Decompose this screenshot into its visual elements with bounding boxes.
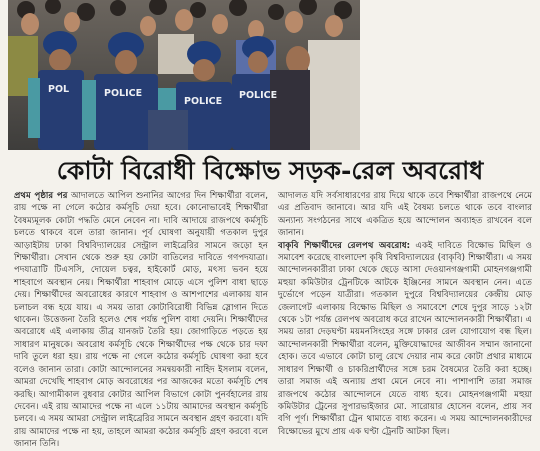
article-body: [14, 190, 533, 450]
vest-label-1: POL: [48, 84, 70, 95]
vest-label-3: POLICE: [184, 96, 223, 107]
column-1-text: আদালতে আপিল শুনানির আগের দিন শিক্ষার্থীরা বলেন, রায় পক্ষে না গেলে কঠোর কর্মসূচি দেয়া হবে। কোনোভাবেই শিক্ষার্থীরা বৈষম্যমূলক কোটা পদ্ধতি মেনে নেবেন না। দাবি আদায়ে রাজপথে কর্মসূচি চলতে থাকবে বলে তারা জানান। পূর্ব ঘোষণা অনুযায়ী গতকাল দুপুর আড়াইটায় ঢাকা বিশ্ববিদ্যালয়ের সেন্ট্রাল লাইব্রেরির সামনে জড়ো হন শিক্ষার্থীরা। সেখান থেকে শুরু হয় কোটা বাতিলের দাবিতে গণপদযাত্রা। পদযাত্রাটি টিএসসি, দোয়েল চত্বর, হাইকোর্ট মোড়, মৎস্য ভবন হয়ে শাহবাগে অবস্থান নেয়। শিক্ষার্থীরা শাহবাগ মোড়ে এসে পুলিশ বাধা ছাড়ে দেয়। শিক্ষার্থীদের অবরোধের কারণে শাহবাগ ও আশপাশের এলাকায় যান চলাচল বন্ধ হয়ে যায়। এ সময় তারা কোটাবিরোধী বিভিন্ন স্লোগান দিতে থাকেন। উত্তেজনা তৈরি হলেও শেষ পর্যন্ত পুলিশ বাধা দেয়নি। শিক্ষার্থীদের অবরোধে এই এলাকায় তীব্র যানজট তৈরি হয়। জোগাড়িতে পড়তে হয় সাধারণ মানুষকে। অবরোধ কর্মসূচি থেকে শিক্ষার্থীদের পক্ষ থেকে চার দফা দাবি তুলে ধরা হয়। রায় পক্ষে না গেলে কঠোর কর্মসূচি ঘোষণা করা হবে বলেও জানান তারা। কোটা আন্দোলনের সমন্বয়কারী নাহিদ ইসলাম বলেন, আমরা দেখেছি শাহবাগ মোড় অবরোধের পর আজকের মতো কর্মসূচি শেষ করছি। আগামীকাল বুধবার কোটার আপিল বিভাগে কোটা পুনর্বহালের রায় দেবেন। এই রায় আমাদের পক্ষে না এলে ১১টায় আমাদের অবস্থান কর্মসূচি চলবে। এ সময় আমরা সেন্ট্রাল লাইব্রেরির সামনে অবস্থান গ্রহণ করবো। যদি রায় আমাদের পক্ষে না হয়, তাহলে আমরা কঠোর কর্মসূচি গ্রহণ করবো বলে জানান তিনি।: [14, 191, 268, 450]
news-photo: [8, 0, 360, 150]
vest-label-2: POLICE: [104, 88, 143, 99]
article-headline: কোটা বিরোধী বিক্ষোভ সড়ক-রেল অবরোধ: [56, 155, 484, 185]
column-2-intro: আদালত যদি সর্বসাধারণের রায় দিয়ে থাকে তবে শিক্ষার্থীরা রাজপথে নেমে এর প্রতিবাদ জানাবে। আর যদি এই বৈষম্য চলতে থাকে তবে বাংলার অন্যান্য সংগঠনের সাথে একত্রিত হয়ে আন্দোলন অব্যাহত রাখবেন বলে জানান।: [278, 191, 532, 239]
section-subhead: বাকৃবি শিক্ষার্থীদের রেলপথ অবরোধ:: [278, 240, 411, 251]
article-column-2: [278, 190, 532, 438]
vest-label-4: POLICE: [239, 90, 278, 101]
column-2-text: একই দাবিতে বিক্ষোভ মিছিল ও সমাবেশ করেছে বাংলাদেশ কৃষি বিশ্ববিদ্যালয়ের (বাকৃবি) শিক্ষার্থীরা। এ সময় আন্দোলনকারীরা ঢাকা থেকে ছেড়ে আসা দেওয়ানগঞ্জগামী মোহনগঞ্জগামী মহুয়া কমিউটার ট্রেনটিকে আটকে ইঞ্জিনের সামনে অবস্থান নেন। এতে দুর্ভোগে পড়েন যাত্রীরা। গতকাল দুপুরে বিশ্ববিদ্যালয়ের কেন্দ্রীয় মোড় জেলাগেট এলাকায় বিক্ষোভ মিছিল ও সমাবেশে শেষে দুপুর সাড়ে ১২টা থেকে ১টা পর্যন্ত রেলপথ অবরোধ করে রাখেন আন্দোলনকারী শিক্ষার্থীরা। এ সময় তারা দেড়ঘণ্টা ময়মনসিংহের সঙ্গে ঢাকার রেল যোগাযোগ বন্ধ ছিল। আন্দোলনকারী শিক্ষার্থীরা বলেন, মুক্তিযোদ্ধাদের আজীবন সম্মান জানানো হোক। তবে এভাবে কোটা চালু রেখে দেয়ার নাম করে কোটা প্রথার মাধ্যমে সাধারণ শিক্ষার্থী ও চাকরিপ্রার্থীদের সঙ্গে চরম বৈষম্যের তৈরি করা হচ্ছে। তারা সমাজ এই অন্যায় প্রথা মেনে নেবে না। পাশাপাশি তারা সমাজ রাজপথে কঠোর আন্দোলনে যেতে বাধ্য হবে। মোহনগঞ্জগামী মহুয়া কমিউটার ট্রেনের সুপারভাইজার মো. সারোয়ার হোসেন বলেন, প্রায় সব বগি পূর্ণ। শিক্ষার্থীরা ট্রেন থামাতে বাধ্য করেন। এ সময় আন্দোলনকারীদের বিক্ষোভের মুখে প্রায় এক ঘণ্টা ট্রেনটি আটকা ছিল।: [278, 240, 533, 437]
article-column-1: [14, 190, 268, 450]
continuation-marker: প্রথম পৃষ্ঠার পর: [14, 191, 68, 201]
